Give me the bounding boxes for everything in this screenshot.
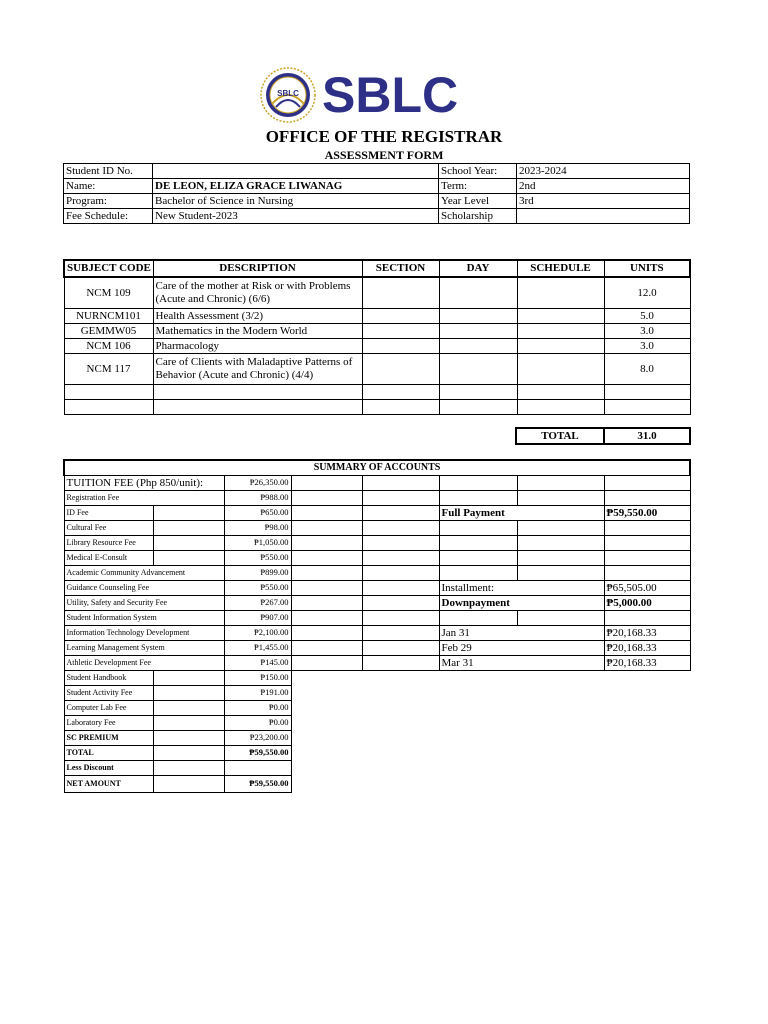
table-row-empty: [64, 385, 690, 400]
subject-code: NURNCM101: [64, 309, 153, 324]
fee-value: ₱98.00: [224, 521, 291, 536]
fee-value: ₱191.00: [224, 686, 291, 701]
col-subject-code: SUBJECT CODE: [64, 260, 153, 277]
year-level-label: Year Level: [439, 194, 517, 209]
subject-code: NCM 106: [64, 339, 153, 354]
fee-label: Student Activity Fee: [64, 686, 153, 701]
sc-premium-label: SC PREMIUM: [64, 731, 153, 746]
fee-label: Student Handbook: [64, 671, 153, 686]
table-row: [64, 309, 690, 324]
student-id-label: Student ID No.: [64, 164, 153, 179]
fee-label: Academic Community Advancement: [64, 566, 224, 581]
fee-value: ₱988.00: [224, 491, 291, 506]
logo-wordmark: SBLC: [322, 67, 459, 123]
table-row-empty: [64, 400, 690, 415]
fee-label: Utility, Safety and Security Fee: [64, 596, 224, 611]
summary-title: SUMMARY OF ACCOUNTS: [64, 460, 690, 476]
sc-premium-value: ₱23,200.00: [224, 731, 291, 746]
schedule-amount: ₱20,168.33: [604, 641, 690, 656]
schedule-amount: ₱20,168.33: [604, 656, 690, 671]
school-year-label: School Year:: [439, 164, 517, 179]
fee-value: ₱899.00: [224, 566, 291, 581]
sblc-seal-icon: [258, 66, 318, 124]
subject-code: GEMMW05: [64, 324, 153, 339]
col-day: DAY: [439, 260, 517, 277]
student-info-table: [63, 163, 690, 224]
full-payment-value: ₱59,550.00: [604, 506, 690, 521]
schedule-amount: ₱20,168.33: [604, 626, 690, 641]
subject-units: 12.0: [604, 277, 690, 309]
subject-code: NCM 109: [64, 277, 153, 309]
subject-description: Pharmacology: [153, 339, 362, 354]
term-value: 2nd: [517, 179, 690, 194]
fee-label: Medical E-Consult: [64, 551, 153, 566]
tuition-value: ₱26,350.00: [224, 476, 291, 491]
fee-value: ₱550.00: [224, 581, 291, 596]
fee-value: ₱0.00: [224, 701, 291, 716]
col-units: UNITS: [604, 260, 690, 277]
schedule-date: Jan 31: [439, 626, 604, 641]
fee-label: Student Information System: [64, 611, 224, 626]
subject-units: 5.0: [604, 309, 690, 324]
sblc-logo: [258, 66, 470, 124]
fee-value: ₱150.00: [224, 671, 291, 686]
fee-label: Athletic Development Fee: [64, 656, 224, 671]
student-id-value: [153, 164, 439, 179]
term-label: Term:: [439, 179, 517, 194]
fee-label: ID Fee: [64, 506, 153, 521]
subject-description: Care of Clients with Maladaptive Patterns of Behavior (Acute and Chronic) (4/4): [153, 354, 362, 385]
fee-schedule-value: New Student-2023: [153, 209, 439, 224]
subjects-table: [63, 259, 691, 415]
col-schedule: SCHEDULE: [517, 260, 604, 277]
fee-value: ₱145.00: [224, 656, 291, 671]
subject-description: Mathematics in the Modern World: [153, 324, 362, 339]
fee-value: ₱267.00: [224, 596, 291, 611]
fee-value: ₱907.00: [224, 611, 291, 626]
subject-description: Care of the mother at Risk or with Problems (Acute and Chronic) (6/6): [153, 277, 362, 309]
accounts-total-value: ₱59,550.00: [224, 746, 291, 761]
fee-label: Computer Lab Fee: [64, 701, 153, 716]
subject-code: NCM 117: [64, 354, 153, 385]
table-row: [64, 354, 690, 385]
fee-label: Cultural Fee: [64, 521, 153, 536]
fee-label: Laboratory Fee: [64, 716, 153, 731]
units-total-value: 31.0: [604, 428, 690, 444]
year-level-value: 3rd: [517, 194, 690, 209]
subject-description: Health Assessment (3/2): [153, 309, 362, 324]
less-discount-value: [224, 761, 291, 776]
name-value: DE LEON, ELIZA GRACE LIWANAG: [153, 179, 439, 194]
fee-label: Information Technology Development: [64, 626, 224, 641]
accounts-total-label: TOTAL: [64, 746, 153, 761]
fee-value: ₱550.00: [224, 551, 291, 566]
tuition-label: TUITION FEE (Php 850/unit):: [64, 476, 224, 491]
subject-units: 8.0: [604, 354, 690, 385]
program-value: Bachelor of Science in Nursing: [153, 194, 439, 209]
units-total-label: TOTAL: [516, 428, 604, 444]
table-row: [64, 339, 690, 354]
svg-text:SBLC: SBLC: [277, 89, 299, 98]
fee-value: ₱1,455.00: [224, 641, 291, 656]
school-year-value: 2023-2024: [517, 164, 690, 179]
subject-units: 3.0: [604, 324, 690, 339]
program-label: Program:: [64, 194, 153, 209]
col-section: SECTION: [362, 260, 439, 277]
installment-label: Installment:: [439, 581, 604, 596]
col-description: DESCRIPTION: [153, 260, 362, 277]
table-row: [64, 277, 690, 309]
office-title: OFFICE OF THE REGISTRAR: [265, 127, 503, 146]
net-amount-label: NET AMOUNT: [64, 776, 153, 793]
downpayment-value: ₱5,000.00: [604, 596, 690, 611]
summary-of-accounts-table: [63, 459, 691, 793]
fee-value: ₱1,050.00: [224, 536, 291, 551]
net-amount-value: ₱59,550.00: [224, 776, 291, 793]
downpayment-label: Downpayment: [439, 596, 604, 611]
table-row: [64, 324, 690, 339]
schedule-date: Mar 31: [439, 656, 604, 671]
schedule-date: Feb 29: [439, 641, 604, 656]
full-payment-label: Full Payment: [439, 506, 604, 521]
fee-value: ₱2,100.00: [224, 626, 291, 641]
subject-units: 3.0: [604, 339, 690, 354]
installment-value: ₱65,505.00: [604, 581, 690, 596]
less-discount-label: Less Discount: [64, 761, 153, 776]
fee-label: Library Resource Fee: [64, 536, 153, 551]
scholarship-label: Scholarship: [439, 209, 517, 224]
fee-value: ₱0.00: [224, 716, 291, 731]
fee-label: Registration Fee: [64, 491, 224, 506]
fee-label: Learning Management System: [64, 641, 224, 656]
units-total-table: [515, 427, 691, 445]
fee-label: Guidance Counseling Fee: [64, 581, 224, 596]
name-label: Name:: [64, 179, 153, 194]
form-title: ASSESSMENT FORM: [324, 148, 444, 162]
fee-schedule-label: Fee Schedule:: [64, 209, 153, 224]
fee-value: ₱650.00: [224, 506, 291, 521]
scholarship-value: [517, 209, 690, 224]
